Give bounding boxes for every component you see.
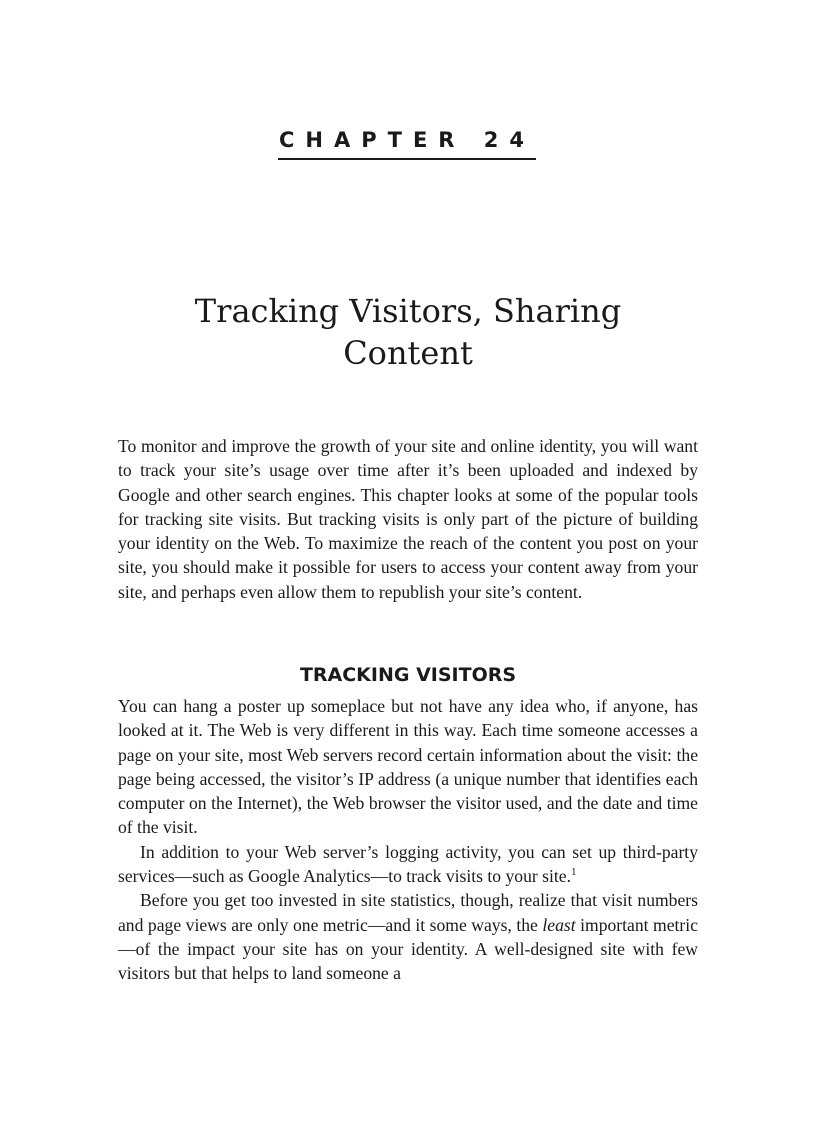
section-paragraph-3-end: important metric—of the impact your site has on your identity. A well-designed site with few visitors but that helps to land someone a [118,914,698,984]
chapter-title [100,290,716,374]
section-paragraph-2 [118,840,698,889]
chapter-title-line-2: Content [343,334,473,372]
section-heading: TRACKING VISITORS [299,664,517,686]
emphasis-least: least [542,914,576,935]
section-paragraph-2-text: In addition to your Web server’s logging activity, you can set up third-party services—such as Google Analytics—to track visits to your site. [118,841,698,887]
intro-paragraph: To monitor and improve the growth of your site and online identity, you will want to track your site’s usage over time after it’s been uploaded and indexed by Google and other search engines. This chapter looks at some of the popular tools for tracking site visits. But tracking visits is only part of the picture of building your identity on the Web. To maximize the reach of the content you post on your site, you should make it possible for users to access your content away from your site, and perhaps even allow them to republish your site’s content. [118,436,698,602]
section-paragraph-3 [118,888,698,985]
chapter-title-line-1: Tracking Visitors, Sharing [194,292,622,330]
chapter-number-label: CHAPTER 24 [278,128,536,160]
section-body [118,694,698,986]
intro-section [118,434,698,604]
section-paragraph-1: You can hang a poster up someplace but not have any idea who, if anyone, has looked at it. The Web is very different in this way. Each time someone accesses a page on your site, most Web servers record certain information about the visit: the page being accessed, the visitor’s IP address (a unique number that identifies each computer on the Internet), the Web browser the visitor used, and the date and time of the visit. [118,696,698,838]
section-paragraph-3-start: Before you get too invested in site statistics, though, realize that visit numbers and page views are only one metric—and it some ways, the [118,890,698,935]
footnote-marker[interactable]: 1 [570,866,577,879]
